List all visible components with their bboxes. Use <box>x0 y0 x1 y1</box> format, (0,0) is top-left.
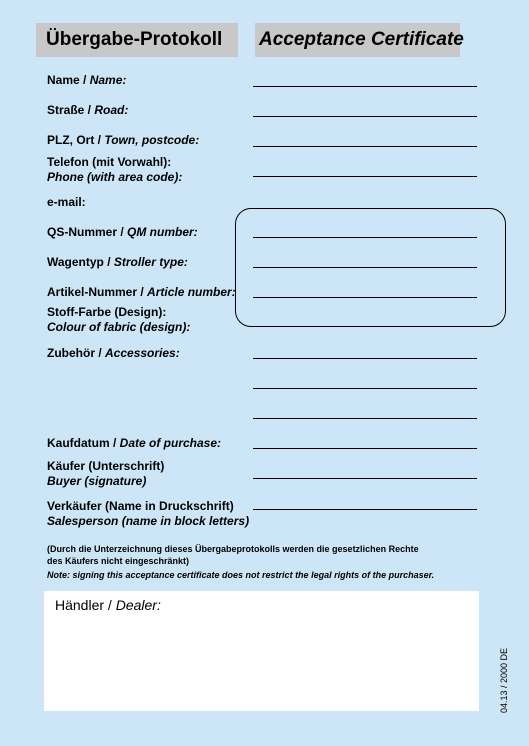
road-field-line[interactable] <box>253 116 477 117</box>
purchase-date-label-en: Date of purchase: <box>119 436 222 450</box>
notice-de-line2: des Käufers nicht eingeschränkt) <box>47 556 190 566</box>
accessories-field-line-3[interactable] <box>253 418 477 419</box>
article-number-label-en: Article number: <box>147 285 236 299</box>
purchase-date-label-de: Kaufdatum / <box>47 436 120 450</box>
accessories-label-de: Zubehör / <box>47 346 105 360</box>
accessories-field-line-2[interactable] <box>253 388 477 389</box>
postcode-label-en: Town, postcode: <box>104 133 200 147</box>
stroller-type-label-en: Stroller type: <box>113 255 188 269</box>
purchase-date-field-line[interactable] <box>253 448 477 449</box>
salesperson-field-line[interactable] <box>253 509 477 510</box>
phone-field-line[interactable] <box>253 176 477 177</box>
road-label-en: Road: <box>94 103 129 117</box>
qm-number-field-line[interactable] <box>253 237 477 238</box>
notice-de-line1: (Durch die Unterzeichnung dieses Übergabeprotokolls werden die gesetzlichen Rechte <box>47 544 419 554</box>
salesperson-label <box>47 499 249 529</box>
buyer-label-de: Käufer (Unterschrift) <box>47 459 165 473</box>
salesperson-label-en: Salesperson (name in block letters) <box>47 514 250 528</box>
version-code: 04.13 / 2000 DE <box>499 647 509 713</box>
road-label-de: Straße / <box>47 103 95 117</box>
phone-label-de: Telefon (mit Vorwahl): <box>47 155 172 169</box>
dealer-label <box>55 597 161 613</box>
name-label-de: Name / <box>47 73 90 87</box>
postcode-label <box>47 133 199 148</box>
fabric-label <box>47 305 190 335</box>
stroller-type-label <box>47 255 188 270</box>
accessories-label-en: Accessories: <box>105 346 180 360</box>
dealer-label-de: Händler / <box>55 597 116 613</box>
stroller-type-field-line[interactable] <box>253 267 477 268</box>
dealer-stamp-box[interactable] <box>44 591 479 711</box>
salesperson-label-de: Verkäufer (Name in Druckschrift) <box>47 499 234 513</box>
notice-en: Note: signing this acceptance certificate does not restrict the legal rights of the purchaser. <box>47 570 435 580</box>
stroller-type-label-de: Wagentyp / <box>47 255 114 269</box>
email-label: e-mail: <box>47 195 86 209</box>
title-english: Acceptance Certificate <box>255 23 460 57</box>
phone-label-en: Phone (with area code): <box>47 170 183 184</box>
dealer-label-en: Dealer: <box>115 597 161 613</box>
name-field-line[interactable] <box>253 86 477 87</box>
phone-label <box>47 155 182 185</box>
buyer-label-en: Buyer (signature) <box>47 474 147 488</box>
name-label <box>47 73 126 88</box>
fabric-label-en: Colour of fabric (design): <box>47 320 191 334</box>
buyer-signature-line[interactable] <box>253 478 477 479</box>
article-number-label-de: Artikel-Nummer / <box>47 285 148 299</box>
article-number-label <box>47 285 236 300</box>
road-label <box>47 103 128 118</box>
title-german: Übergabe-Protokoll <box>36 23 238 57</box>
qm-number-label <box>47 225 198 240</box>
fabric-label-de: Stoff-Farbe (Design): <box>47 305 167 319</box>
purchase-date-label <box>47 436 221 451</box>
article-number-field-line[interactable] <box>253 297 477 298</box>
qm-number-label-de: QS-Nummer / <box>47 225 128 239</box>
postcode-label-de: PLZ, Ort / <box>47 133 105 147</box>
postcode-field-line[interactable] <box>253 146 477 147</box>
accessories-label <box>47 346 180 361</box>
qm-number-label-en: QM number: <box>127 225 198 239</box>
buyer-label <box>47 459 164 489</box>
name-label-en: Name: <box>89 73 127 87</box>
accessories-field-line-1[interactable] <box>253 358 477 359</box>
